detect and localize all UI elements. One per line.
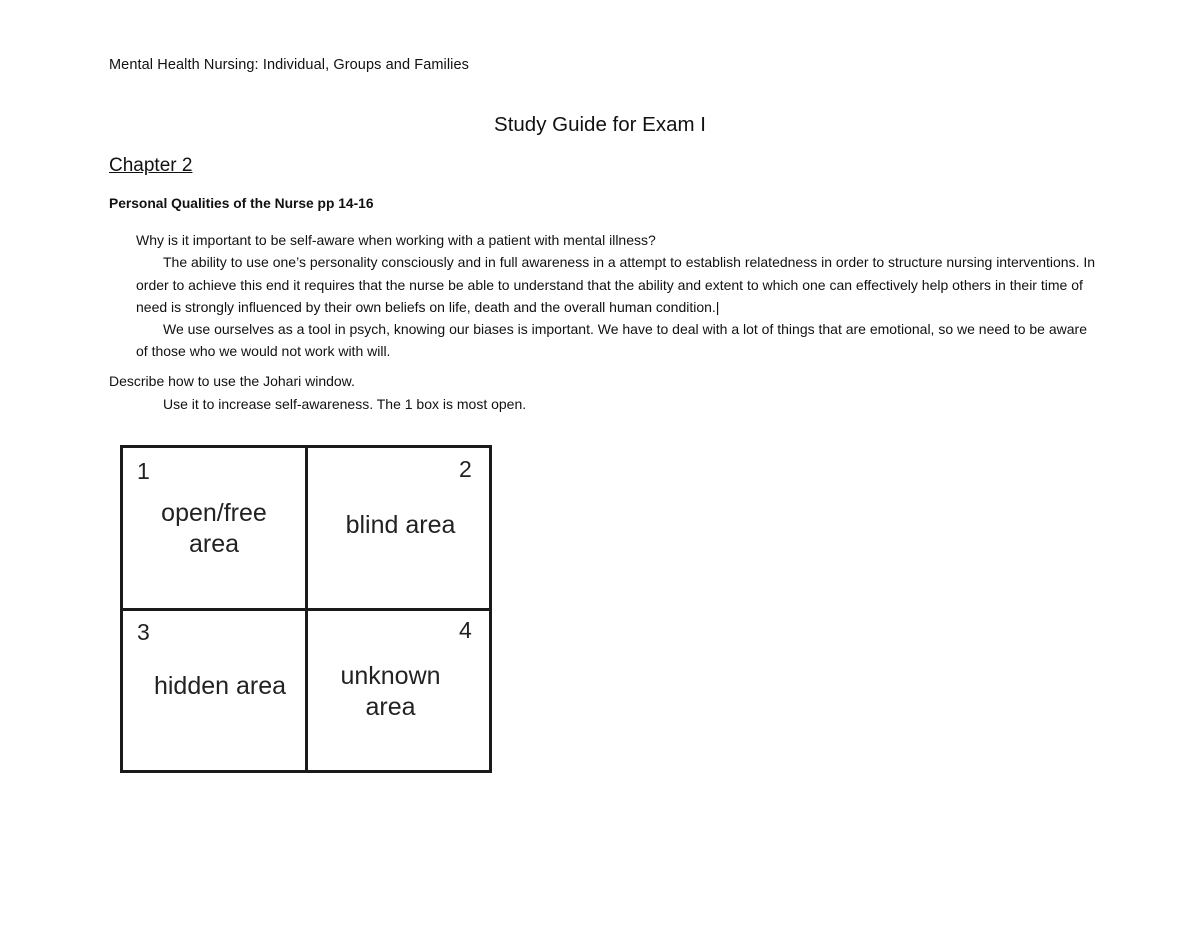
johari-horizontal-divider — [123, 608, 489, 611]
quadrant-3-label-line1: hidden area — [153, 672, 287, 700]
johari-question: Describe how to use the Johari window. — [109, 373, 355, 389]
johari-answer: Use it to increase self-awareness. The 1 box is most open. — [163, 396, 527, 412]
johari-window-diagram — [120, 445, 492, 773]
self-awareness-answer-2: We use ourselves as a tool in psych, knowing our biases is important. We have to deal with a lot of things that are emotional, so we need to be aware of those who we would not work with will. — [136, 321, 1087, 360]
quadrant-2-number: 2 — [459, 456, 472, 482]
quadrant-1-number: 1 — [137, 458, 150, 484]
quadrant-1-label-line1: open/free — [161, 499, 267, 527]
quadrant-3-number: 3 — [137, 619, 150, 645]
quadrant-3-label — [123, 671, 317, 702]
self-awareness-block — [136, 229, 1101, 363]
quadrant-4-label-line2: area — [365, 693, 416, 721]
document-title: Study Guide for Exam I — [494, 113, 706, 136]
quadrant-4-label — [308, 661, 473, 723]
chapter-heading: Chapter 2 — [109, 155, 193, 176]
quadrant-1-label — [123, 498, 305, 560]
quadrant-4-label-line1: unknown — [340, 662, 441, 690]
quadrant-2-label — [308, 510, 493, 541]
quadrant-4-number: 4 — [459, 617, 472, 643]
self-awareness-answer-1: The ability to use one’s personality consciously and in full awareness in a attempt to establish relatedness in order to structure nursing interventions. In order to achieve this end it requires that the nurse be able to understand that the ability and extent to which one can effectively help others in their time of need is strongly influenced by their own beliefs on life, death and the overall human condition.| — [136, 254, 1096, 315]
quadrant-2-label-line1: blind area — [345, 511, 456, 539]
quadrant-1-label-line2: area — [188, 530, 240, 558]
course-header: Mental Health Nursing: Individual, Groups and Families — [109, 57, 470, 73]
section-heading: Personal Qualities of the Nurse pp 14-16 — [109, 196, 374, 211]
self-awareness-question: Why is it important to be self-aware when working with a patient with mental illness? — [136, 232, 656, 248]
